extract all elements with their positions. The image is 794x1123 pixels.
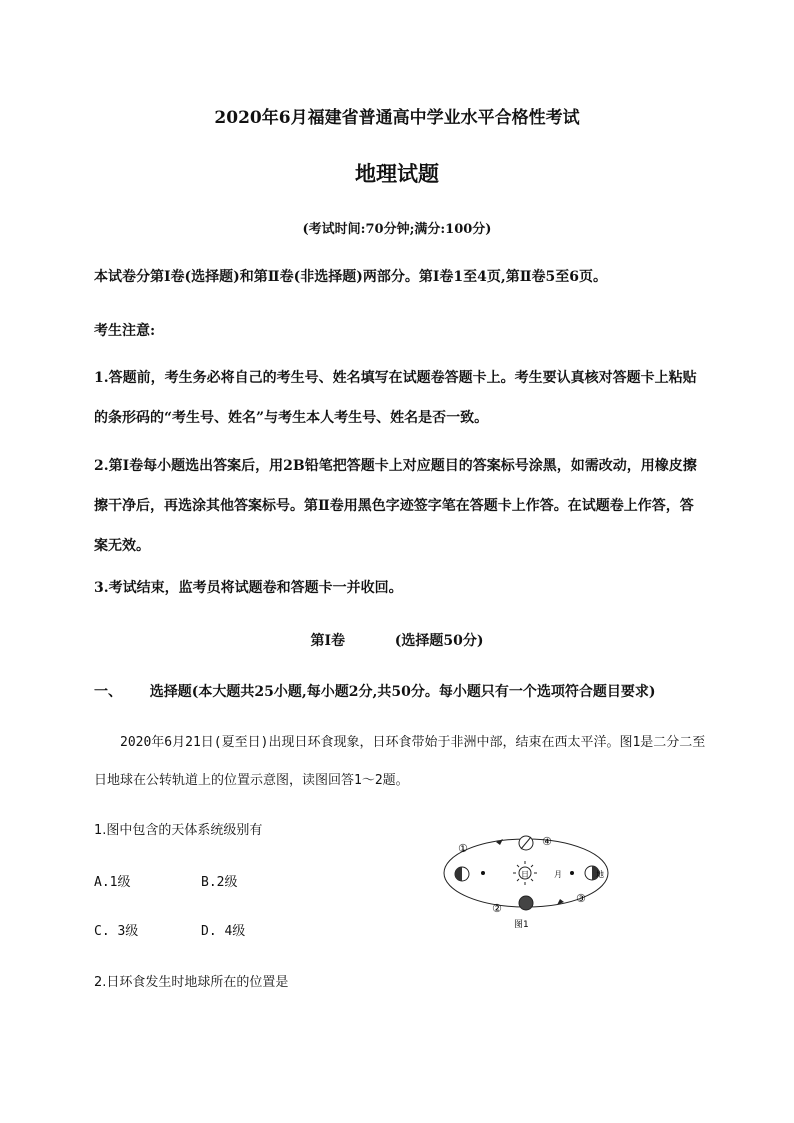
orbit-arrow-top: [496, 839, 503, 845]
notice-item-1: 1.答题前，考生务必将自己的考生号、姓名填写在试题卷答题卡上。考生要认真核对答题卡上粘贴的条形码的“考生号、姓名”与考生本人考生号、姓名是否一致。: [94, 370, 697, 426]
section-note: (选择题50分): [394, 633, 484, 649]
notice-item-2: 2.第Ⅰ卷每小题选出答案后，用2B铅笔把答题卡上对应题目的答案标号涂黑，如需改动，用橡皮擦擦干净后，再选涂其他答案标号。第Ⅱ卷用黑色字迹签字笔在答题卡上作答。在试题卷上作答，答案无效。: [94, 458, 697, 554]
question-1-option-c[interactable]: C. 3级: [94, 924, 139, 939]
question-1-option-d[interactable]: D. 4级: [201, 924, 246, 939]
marker-2: ②: [492, 902, 502, 915]
figure-caption: 图1: [514, 920, 529, 930]
notice-item-3: 3.考试结束，监考员将试题卷和答题卡一并收回。: [94, 580, 403, 596]
question-passage: 2020年6月21日(夏至日)出现日环食现象，日环食带始于非洲中部，结束在西太平洋。图1是二分二至日地球在公转轨道上的位置示意图，读图回答1～2题。: [94, 735, 706, 788]
notice-heading: 考生注意:: [94, 323, 156, 339]
part-one-text: 选择题(本大题共25小题,每小题2分,共50分。每小题只有一个选项符合题目要求): [149, 684, 656, 700]
marker-1: ①: [458, 842, 468, 855]
question-1-stem: 1.图中包含的天体系统级别有: [94, 823, 263, 838]
earth-label: 地: [596, 870, 604, 879]
exam-title: 2020年6月福建省普通高中学业水平合格性考试: [214, 108, 580, 128]
earth-position-left: [455, 867, 469, 881]
marker-3: ③: [576, 892, 586, 905]
exam-time-info: (考试时间:70分钟;满分:100分): [302, 222, 492, 237]
part-one-label: 一、: [94, 684, 122, 700]
question-1-option-a[interactable]: A.1级: [94, 875, 131, 890]
question-1-option-b[interactable]: B.2级: [201, 875, 238, 890]
question-2-stem: 2.日环食发生时地球所在的位置是: [94, 975, 289, 990]
section-name: 第Ⅰ卷: [310, 633, 346, 649]
earth-position-bottom: [519, 896, 533, 910]
subject-title: 地理试题: [355, 161, 439, 186]
paper-structure-text: 本试卷分第Ⅰ卷(选择题)和第Ⅱ卷(非选择题)两部分。第Ⅰ卷1至4页,第Ⅱ卷5至6页。: [94, 269, 608, 285]
section-heading: [0, 630, 794, 650]
moon-label: 月: [554, 870, 562, 879]
part-one-heading: [94, 681, 655, 701]
sun-label: 日: [521, 870, 529, 879]
marker-4: ④: [542, 835, 552, 848]
earth-position-top: [519, 836, 533, 850]
orbit-diagram: [436, 828, 612, 932]
moon-dot-left: [481, 871, 485, 875]
moon-dot-right: [570, 871, 574, 875]
